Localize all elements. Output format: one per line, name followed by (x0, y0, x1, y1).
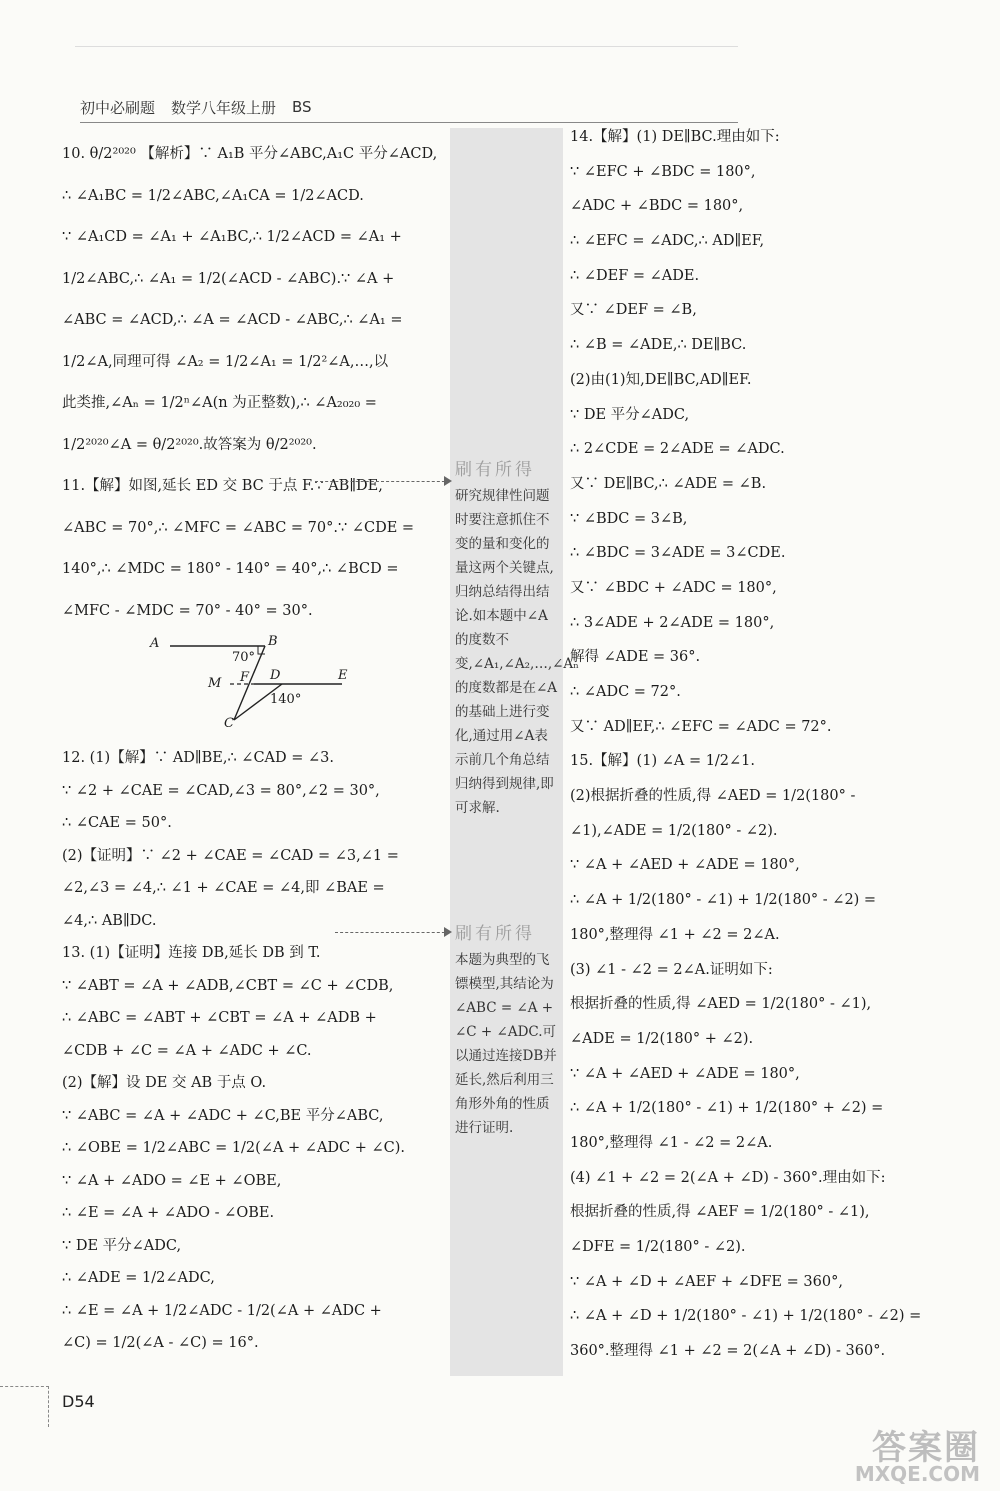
angle-b-label: 70° (232, 650, 256, 665)
text-line: 此类推,∠Aₙ = 1/2ⁿ∠A(n 为正整数),∴ ∠A₂₀₂₀ = (62, 395, 377, 411)
text-line: ∵ ∠EFC + ∠BDC = 180°, (570, 163, 756, 180)
footer-dash (0, 1386, 49, 1427)
text-line: ∴ ∠BDC = 3∠ADE = 3∠CDE. (570, 545, 786, 562)
top-rule (75, 46, 738, 47)
text-line: ∵ ∠A + ∠AED + ∠ADE = 180°, (570, 1065, 800, 1082)
text-line: ∠ADC + ∠BDC = 180°, (570, 198, 744, 215)
text-line: 又∵ DE∥BC,∴ ∠ADE = ∠B. (570, 475, 767, 492)
note1-body: 研究规律性问题时要注意抓住不变的量和变化的量这两个关键点,归纳总结得出结论.如本题中∠A的度数不变,∠A₁,∠A₂,…,∠Aₙ的度数都是在∠A的基础上进行变化,通过用∠A表示前几个角总结归纳得到规律,即可求解. (455, 488, 580, 816)
note2-title: 刷有所得 (455, 924, 535, 944)
note1-title: 刷有所得 (455, 460, 535, 480)
text-line: ∠ABC = 70°,∴ ∠MFC = ∠ABC = 70°.∵ ∠CDE = (62, 519, 415, 536)
side-note-1 (455, 458, 580, 820)
text-line: ∠C) = 1/2(∠A - ∠C) = 16°. (62, 1335, 259, 1351)
text-line: ∴ ∠EFC = ∠ADC,∴ AD∥EF, (570, 233, 765, 250)
text-line: 10. θ/2²⁰²⁰ 【解析】∵ A₁B 平分∠ABC,A₁C 平分∠ACD, (62, 146, 438, 162)
text-line: (2)根据折叠的性质,得 ∠AED = 1/2(180° - (570, 788, 856, 805)
text-line: 140°,∴ ∠MDC = 180° - 140° = 40°,∴ ∠BCD = (62, 561, 399, 577)
text-line: 12. (1)【解】∵ AD∥BE,∴ ∠CAD = ∠3. (62, 750, 334, 766)
text-line: 又∵ ∠BDC + ∠ADC = 180°, (570, 579, 777, 596)
note2-arrow (335, 932, 450, 933)
text-line: 360°.整理得 ∠1 + ∠2 = 2(∠A + ∠D) - 360°. (570, 1343, 886, 1360)
left-column-bottom (62, 742, 447, 1360)
watermark-url: MXQE.COM (854, 1462, 980, 1486)
text-line: 1/2∠A,同理可得 ∠A₂ = 1/2∠A₁ = 1/2²∠A,…,以 (62, 353, 389, 370)
text-line: (4) ∠1 + ∠2 = 2(∠A + ∠D) - 360°.理由如下: (570, 1169, 886, 1186)
text-line: 根据折叠的性质,得 ∠AED = 1/2(180° - ∠1), (570, 996, 872, 1013)
text-line: ∵ ∠BDC = 3∠B, (570, 510, 688, 527)
text-line: ∵ ∠ABT = ∠A + ∠ADB,∠CBT = ∠C + ∠CDB, (62, 977, 394, 994)
text-line: 1/2∠ABC,∴ ∠A₁ = 1/2(∠ACD - ∠ABC).∵ ∠A + (62, 270, 395, 287)
text-line: ∴ ∠A + 1/2(180° - ∠1) + 1/2(180° + ∠2) = (570, 1100, 884, 1117)
text-line: 又∵ AD∥EF,∴ ∠EFC = ∠ADC = 72°. (570, 718, 832, 735)
point-m-label: M (208, 676, 222, 691)
text-line: ∵ ∠A + ∠AED + ∠ADE = 180°, (570, 857, 800, 874)
point-f-label: F (240, 670, 250, 685)
point-d-label: D (270, 668, 281, 683)
angle-d-label: 140° (270, 692, 302, 707)
text-line: 180°,整理得 ∠1 + ∠2 = 2∠A. (570, 926, 780, 943)
point-b-label: B (268, 634, 278, 649)
point-e-label: E (338, 668, 348, 683)
text-line: ∵ ∠ABC = ∠A + ∠ADC + ∠C,BE 平分∠ABC, (62, 1107, 384, 1124)
text-line: 14.【解】(1) DE∥BC.理由如下: (570, 129, 780, 145)
text-line: ∴ ∠E = ∠A + 1/2∠ADC - 1/2(∠A + ∠ADC + (62, 1302, 382, 1319)
right-column (570, 120, 970, 1369)
text-line: ∴ ∠E = ∠A + ∠ADO - ∠OBE. (62, 1205, 275, 1221)
text-line: ∴ 3∠ADE + 2∠ADE = 180°, (570, 614, 775, 631)
text-line: ∴ ∠ADC = 72°. (570, 684, 681, 700)
text-line: 15.【解】(1) ∠A = 1/2∠1. (570, 753, 756, 770)
left-column-top (62, 134, 447, 632)
note2-body: 本题为典型的飞镖模型,其结论为∠ABC = ∠A + ∠C + ∠ADC.可以通过连接DB并延长,然后利用三角形外角的性质进行证明. (455, 952, 557, 1136)
subject-title: 数学八年级上册 (171, 98, 277, 117)
text-line: 11.【解】如图,延长 ED 交 BC 于点 F.∵ AB∥DE, (62, 478, 383, 494)
text-line: 1/2²⁰²⁰∠A = θ/2²⁰²⁰.故答案为 θ/2²⁰²⁰. (62, 436, 317, 453)
page-header (80, 92, 312, 122)
text-line: 根据折叠的性质,得 ∠AEF = 1/2(180° - ∠1), (570, 1204, 870, 1221)
text-line: ∵ ∠A + ∠ADO = ∠E + ∠OBE, (62, 1172, 282, 1189)
q11-figure (150, 632, 360, 732)
text-line: ∵ ∠A₁CD = ∠A₁ + ∠A₁BC,∴ 1/2∠ACD = ∠A₁ + (62, 229, 402, 245)
text-line: ∠1),∠ADE = 1/2(180° - ∠2). (570, 822, 778, 839)
text-line: (2)由(1)知,DE∥BC,AD∥EF. (570, 371, 752, 388)
text-line: ∠MFC - ∠MDC = 70° - 40° = 30°. (62, 602, 313, 619)
text-line: ∴ ∠CAE = 50°. (62, 815, 172, 831)
text-line: (2)【证明】∵ ∠2 + ∠CAE = ∠CAD = ∠3,∠1 = (62, 847, 399, 864)
text-line: (2)【解】设 DE 交 AB 于点 O. (62, 1075, 267, 1091)
text-line: ∵ DE 平分∠ADC, (62, 1237, 182, 1254)
text-line: ∠4,∴ AB∥DC. (62, 912, 157, 929)
text-line: ∴ ∠A + 1/2(180° - ∠1) + 1/2(180° - ∠2) = (570, 892, 877, 909)
text-line: ∴ ∠ABC = ∠ABT + ∠CBT = ∠A + ∠ADB + (62, 1010, 377, 1026)
text-line: ∠2,∠3 = ∠4,∴ ∠1 + ∠CAE = ∠4,即 ∠BAE = (62, 880, 385, 896)
point-c-label: C (224, 716, 234, 731)
text-line: ∠ADE = 1/2(180° + ∠2). (570, 1030, 754, 1047)
watermark-logo: 答案圈 (872, 1428, 980, 1468)
text-line: ∵ ∠A + ∠D + ∠AEF + ∠DFE = 360°, (570, 1273, 843, 1290)
q11-diagram (150, 632, 360, 732)
text-line: ∠ABC = ∠ACD,∴ ∠A = ∠ACD - ∠ABC,∴ ∠A₁ = (62, 312, 403, 328)
text-line: ∠CDB + ∠C = ∠A + ∠ADC + ∠C. (62, 1042, 312, 1059)
text-line: (3) ∠1 - ∠2 = 2∠A.证明如下: (570, 961, 773, 978)
side-note-2 (455, 922, 559, 1140)
text-line: ∴ ∠ADE = 1/2∠ADC, (62, 1270, 215, 1286)
text-line: ∠DFE = 1/2(180° - ∠2). (570, 1239, 746, 1255)
text-line: 又∵ ∠DEF = ∠B, (570, 302, 697, 319)
text-line: ∴ ∠B = ∠ADE,∴ DE∥BC. (570, 337, 747, 354)
text-line: 13. (1)【证明】连接 DB,延长 DB 到 T. (62, 945, 321, 961)
text-line: ∵ ∠2 + ∠CAE = ∠CAD,∠3 = 80°,∠2 = 30°, (62, 782, 380, 799)
text-line: 解得 ∠ADE = 36°. (570, 649, 701, 666)
edition-label: BS (292, 98, 312, 116)
note1-arrow (315, 481, 450, 482)
text-line: ∵ DE 平分∠ADC, (570, 406, 690, 423)
point-a-label: A (150, 636, 160, 651)
text-line: ∴ ∠OBE = 1/2∠ABC = 1/2(∠A + ∠ADC + ∠C). (62, 1140, 406, 1156)
text-line: ∴ ∠A + ∠D + 1/2(180° - ∠1) + 1/2(180° - ∠2) = (570, 1308, 922, 1325)
page-number: D54 (62, 1392, 95, 1411)
text-line: ∴ ∠A₁BC = 1/2∠ABC,∠A₁CA = 1/2∠ACD. (62, 187, 364, 204)
text-line: ∴ 2∠CDE = 2∠ADE = ∠ADC. (570, 441, 785, 458)
text-line: ∴ ∠DEF = ∠ADE. (570, 267, 700, 284)
series-title: 初中必刷题 (80, 98, 156, 117)
text-line: 180°,整理得 ∠1 - ∠2 = 2∠A. (570, 1134, 773, 1151)
